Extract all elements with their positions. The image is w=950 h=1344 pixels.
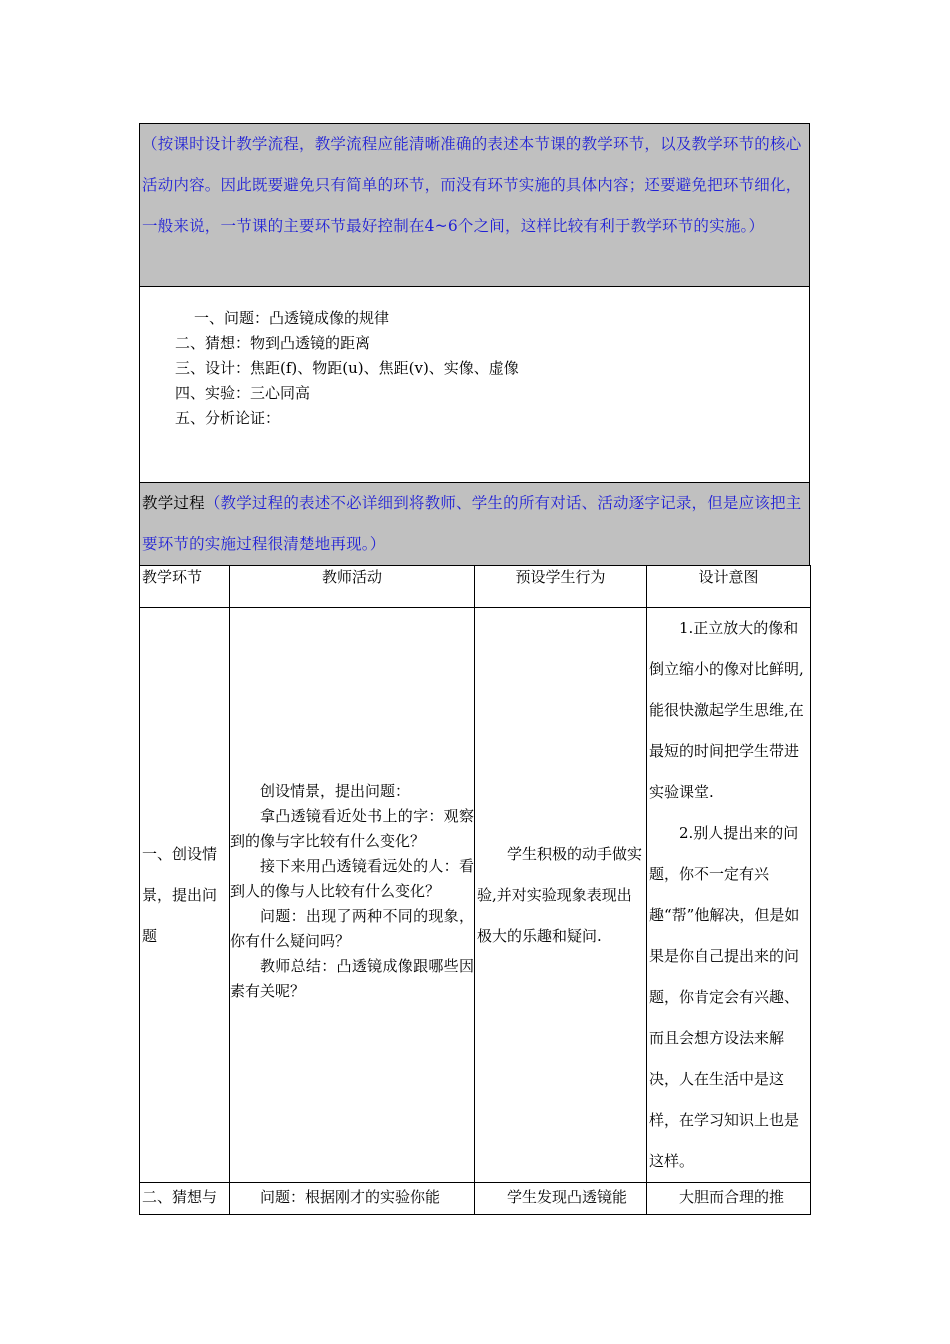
teacher-line-2: 拿凸透镜看近处书上的字：观察到的像与字比较有什么变化？ (230, 806, 474, 850)
student-cell-2 (475, 1183, 647, 1215)
teacher-line-4: 问题：出现了两种不同的现象，你有什么疑问吗？ (230, 906, 474, 950)
lesson-outline-box (139, 286, 810, 483)
design-cell-2 (647, 1183, 811, 1215)
process-note-text: （教学过程的表述不必详细到将教师、学生的所有对话、活动逐字记录，但是应该把主要环节的实施过程很清楚地再现。） (142, 494, 802, 553)
outline-item-4: 四、实验：三心同高 (175, 384, 311, 402)
design-intent (647, 608, 810, 1182)
header-teacher: 教师活动 (230, 566, 475, 608)
header-design: 设计意图 (647, 566, 811, 608)
stage-text-2: 二、猜想与 (142, 1188, 218, 1206)
table-header-row (140, 566, 811, 608)
table-row (140, 608, 811, 1183)
intro-note-text: （按课时设计教学流程，教学流程应能清晰准确的表述本节课的教学环节，以及教学环节的核心活动内容。因此既要避免只有简单的环节，而没有环节实施的具体内容；还要避免把环节细化，一般来说，一节课的主要环节最好控制在4~6个之间，这样比较有利于教学环节的实施。） (142, 135, 802, 235)
design-point-row2: 大胆而合理的推 (679, 1188, 785, 1206)
header-stage: 教学环节 (140, 566, 230, 608)
teacher-cell-2 (230, 1183, 475, 1215)
student-cell (475, 608, 647, 1183)
design-cell (647, 608, 811, 1183)
outline-item-1: 一、问题：凸透镜成像的规律 (194, 309, 390, 327)
student-behavior: 学生积极的动手做实验,并对实验现象表现出极大的乐趣和疑问. (477, 844, 643, 945)
outline-item-3: 三、设计：焦距(f)、物距(u)、焦距(v)、实像、虚像 (175, 359, 519, 377)
process-title: 教学过程 (142, 494, 205, 512)
outline-item-5: 五、分析论证： (175, 409, 281, 427)
teacher-line-5: 教师总结：凸透镜成像跟哪些因素有关呢？ (230, 956, 474, 1000)
header-student: 预设学生行为 (475, 566, 647, 608)
table-row (140, 1183, 811, 1215)
stage-cell (140, 608, 230, 1183)
process-note (140, 483, 809, 565)
process-note-box (139, 482, 810, 566)
intro-note-box (139, 123, 810, 287)
stage-text: 一、创设情景，提出问题 (142, 844, 218, 945)
outline-item-2: 二、猜想：物到凸透镜的距离 (175, 334, 371, 352)
stage-cell-2 (140, 1183, 230, 1215)
teacher-cell (230, 608, 475, 1183)
teacher-line-1: 创设情景，提出问题： (260, 781, 411, 800)
student-behavior-2: 学生发现凸透镜能 (507, 1188, 628, 1206)
teaching-process-table (139, 565, 811, 1215)
design-point-2: 2.别人提出来的问题，你不一定有兴趣“帮”他解决，但是如果是你自己提出来的问题，你肯定会有兴趣、而且会想方设法来解决，人在生活中是这样，在学习知识上也是这样。 (649, 824, 800, 1170)
design-point-1: 1.正立放大的像和倒立缩小的像对比鲜明,能很快激起学生思维,在最短的时间把学生带进实验课堂. (649, 619, 804, 801)
teacher-line-row2: 问题：根据刚才的实验你能 (260, 1188, 441, 1206)
teacher-activity (230, 779, 474, 1004)
teacher-line-3: 接下来用凸透镜看远处的人：看到人的像与人比较有什么变化？ (230, 856, 474, 900)
teacher-activity-2 (230, 1183, 474, 1211)
design-intent-2 (647, 1183, 810, 1211)
